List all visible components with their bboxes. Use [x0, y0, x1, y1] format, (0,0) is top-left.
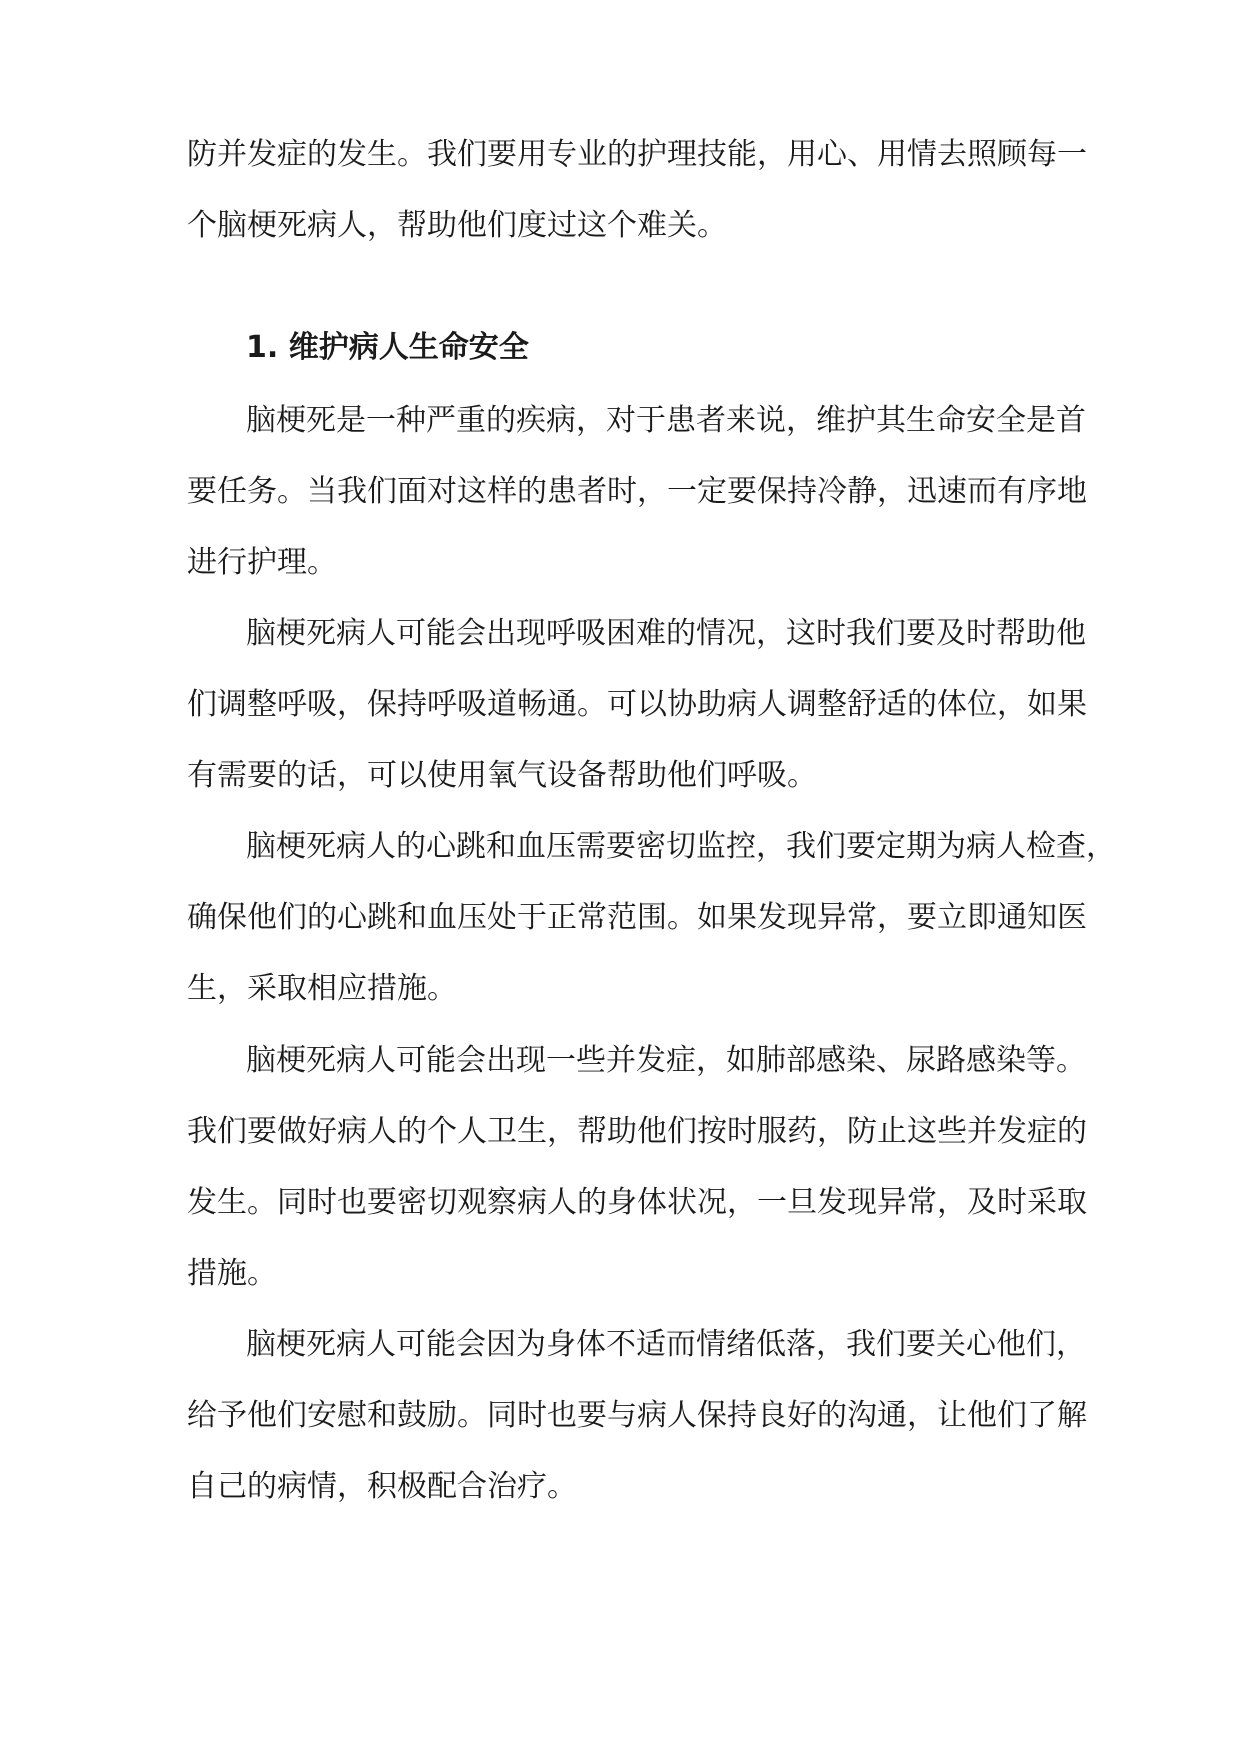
- text-line: 脑梗死病人可能会因为身体不适而情绪低落，我们要关心他们，: [246, 1327, 1086, 1362]
- text-line: 确保他们的心跳和血压处于正常范围。如果发现异常，要立即通知医: [187, 900, 1087, 935]
- section-heading: 1. 维护病人生命安全: [246, 330, 529, 365]
- text-line: 脑梗死病人可能会出现呼吸困难的情况，这时我们要及时帮助他: [246, 616, 1086, 651]
- text-line: 我们要做好病人的个人卫生，帮助他们按时服药，防止这些并发症的: [187, 1114, 1087, 1149]
- text-line: 们调整呼吸，保持呼吸道畅通。可以协助病人调整舒适的体位，如果: [187, 687, 1087, 722]
- text-line: 有需要的话，可以使用氧气设备帮助他们呼吸。: [187, 758, 817, 793]
- text-line: 生，采取相应措施。: [187, 971, 457, 1006]
- text-line: 脑梗死是一种严重的疾病，对于患者来说，维护其生命安全是首: [246, 403, 1086, 438]
- text-line: 自己的病情，积极配合治疗。: [187, 1469, 577, 1504]
- text-line: 要任务。当我们面对这样的患者时，一定要保持冷静，迅速而有序地: [187, 474, 1087, 509]
- text-line: 发生。同时也要密切观察病人的身体状况，一旦发现异常，及时采取: [187, 1185, 1087, 1220]
- text-line: 进行护理。: [187, 545, 337, 580]
- text-line: 措施。: [187, 1256, 277, 1291]
- text-line: 个脑梗死病人，帮助他们度过这个难关。: [187, 208, 727, 243]
- text-line: 给予他们安慰和鼓励。同时也要与病人保持良好的沟通，让他们了解: [187, 1398, 1087, 1433]
- text-line: 防并发症的发生。我们要用专业的护理技能，用心、用情去照顾每一: [187, 137, 1087, 172]
- text-line: 脑梗死病人的心跳和血压需要密切监控，我们要定期为病人检查，: [246, 829, 1116, 864]
- text-line: 脑梗死病人可能会出现一些并发症，如肺部感染、尿路感染等。: [246, 1043, 1086, 1078]
